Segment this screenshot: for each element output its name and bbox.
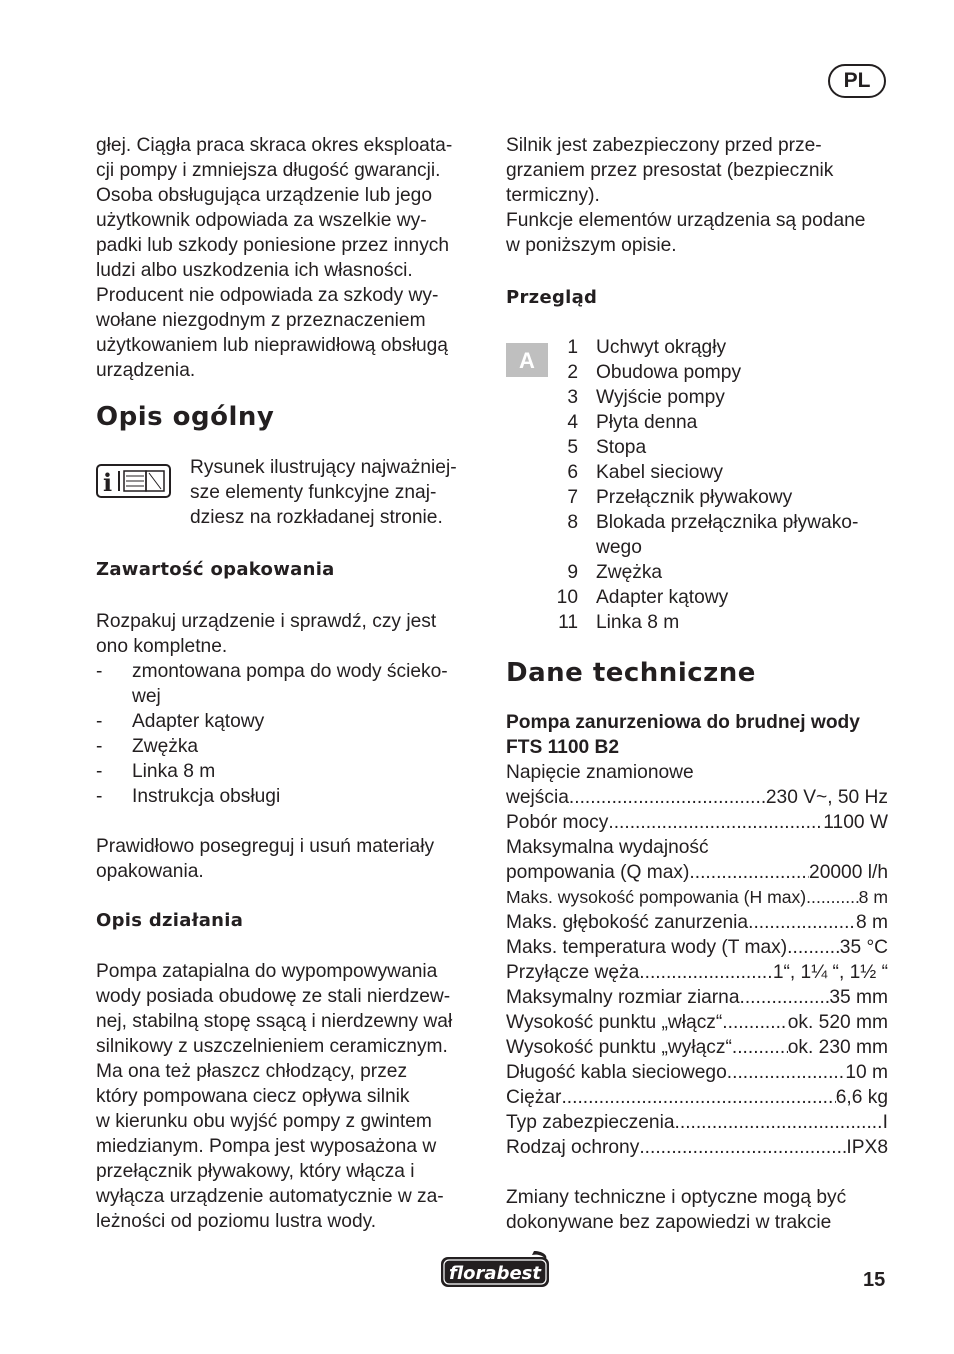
text-line: padki lub szkody poniesione przez innych <box>96 235 450 256</box>
text-line: Rozpakuj urządzenie i sprawdź, czy jest <box>96 611 437 632</box>
text-line: dokonywane bez zapowiedzi w trakcie <box>506 1212 832 1233</box>
text-line: nej, stabilną stopę ssącą i nierdzewny wał <box>96 1011 453 1032</box>
spec-row <box>506 960 888 985</box>
list-item <box>506 610 888 635</box>
spec-row <box>506 785 888 810</box>
list-item <box>506 360 888 385</box>
spec-row <box>506 1035 888 1060</box>
item-number: 1 <box>567 337 578 358</box>
product-name <box>506 710 888 760</box>
text-line: silnikowy z uszczelnieniem ceramicznym. <box>96 1036 448 1057</box>
spec-row <box>506 1135 888 1160</box>
item-label <box>596 510 858 560</box>
spec-row <box>506 1010 888 1035</box>
item-label: Linka 8 m <box>596 612 680 633</box>
intro-paragraph <box>96 133 478 383</box>
item-number: 2 <box>567 362 578 383</box>
list-item <box>96 659 478 709</box>
text-line: Pompa zatapialna do wypompowywania <box>96 961 438 982</box>
text-line: wyłącza urządzenie automatycznie w za- <box>96 1186 444 1207</box>
text-line: użytkownik odpowiada za wszelkie wy- <box>96 210 427 231</box>
text-line: Ma ona też płaszcz chłodzący, przez <box>96 1061 408 1082</box>
figure-a-badge: A <box>506 343 548 377</box>
spec-label: Maks. wysokość pompowania (H max) <box>506 887 807 907</box>
function-paragraph <box>96 959 478 1234</box>
spec-value: 35 mm <box>829 987 888 1008</box>
spec-label: pompowania (Q max) <box>506 862 690 883</box>
motor-paragraph <box>506 133 888 258</box>
language-badge <box>828 64 886 98</box>
info-text <box>190 455 478 530</box>
spec-row <box>506 1060 888 1085</box>
overview-block <box>506 335 888 635</box>
text-line: użytkowaniem lub nieprawidłową obsługą <box>96 335 448 356</box>
item-number: 11 <box>558 612 578 633</box>
text-line: Zwężka <box>132 736 199 757</box>
logo-text: florabest <box>449 1263 541 1284</box>
text-line: Instrukcja obsługi <box>132 786 281 807</box>
text-line: który pompowana ciecz opływa silnik <box>96 1086 410 1107</box>
list-item <box>96 734 478 759</box>
spec-row <box>506 810 888 835</box>
item-number: 4 <box>567 412 578 433</box>
text-line: grzaniem przez presostat (bezpiecznik <box>506 160 834 181</box>
spec-value: IPX8 <box>846 1137 888 1158</box>
spec-row <box>506 885 888 910</box>
spec-label: wejścia <box>506 787 569 808</box>
item-label: Uchwyt okrągły <box>596 337 727 358</box>
list-item <box>506 385 888 410</box>
item-number: 3 <box>567 387 578 408</box>
package-list <box>96 659 478 809</box>
section-title-general: Opis ogólny <box>96 402 275 432</box>
item-label: Kabel sieciowy <box>596 462 723 483</box>
list-item <box>506 460 888 485</box>
text-line: Pompa zanurzeniowa do brudnej wody <box>506 712 860 733</box>
text-line: opakowania. <box>96 861 204 882</box>
section-title-package: Zawartość opakowania <box>96 559 335 580</box>
spec-row <box>506 910 888 935</box>
spec-label: Wysokość punktu „włącz“ <box>506 1012 723 1033</box>
item-label: Płyta denna <box>596 412 698 433</box>
spec-list <box>506 760 888 1160</box>
item-label: Zwężka <box>596 562 663 583</box>
spec-value: 1100 W <box>823 812 888 833</box>
spec-value: 6,6 kg <box>835 1087 888 1108</box>
item-number: 6 <box>567 462 578 483</box>
text-line: Silnik jest zabezpieczony przed prze- <box>506 135 822 156</box>
list-item <box>506 560 888 585</box>
text-line: urządzenia. <box>96 360 196 381</box>
text-line: zmontowana pompa do wody ściekо- <box>132 661 448 682</box>
spec-label-line: Maksymalna wydajność <box>506 837 709 858</box>
text-line: Producent nie odpowiada za szkody wy- <box>96 285 439 306</box>
text-line: wody posiada obudowę ze stali nierdzew- <box>96 986 451 1007</box>
text-line: Osoba obsługująca urządzenie lub jego <box>96 185 433 206</box>
spec-label: Maksymalny rozmiar ziarna <box>506 987 740 1008</box>
info-icon <box>96 464 171 498</box>
section-title-tech: Dane techniczne <box>506 658 756 688</box>
list-item <box>506 435 888 460</box>
spec-label: Maks. głębokość zanurzenia <box>506 912 749 933</box>
list-item <box>506 410 888 435</box>
text-line: leżności od poziomu lustra wody. <box>96 1211 377 1232</box>
spec-label: Wysokość punktu „wyłącz“ <box>506 1037 732 1058</box>
text-line: wołane niezgodnym z przeznaczeniem <box>96 310 426 331</box>
item-label: Stopa <box>596 437 647 458</box>
item-number: 7 <box>567 487 578 508</box>
overview-list <box>506 335 888 635</box>
item-label: Adapter kątowy <box>596 587 729 608</box>
text-line: głej. Ciągła praca skraca okres eksploata- <box>96 135 453 156</box>
text-line: Zmiany techniczne i optyczne mogą być <box>506 1187 847 1208</box>
text-line: wego <box>596 537 642 558</box>
text-line: Funkcje elementów urządzenia są podane <box>506 210 866 231</box>
spec-row <box>506 1110 888 1135</box>
list-item <box>506 585 888 610</box>
list-item <box>96 759 478 784</box>
page-number: 15 <box>863 1269 886 1291</box>
text-line: Blokada przełącznika pływako- <box>596 512 859 533</box>
spec-label: Maks. temperatura wody (T max) <box>506 937 788 958</box>
text-line: Prawidłowo posegreguj i usuń materiały <box>96 836 435 857</box>
item-number: 8 <box>567 512 578 533</box>
text-line: ono kompletne. <box>96 636 228 657</box>
right-column <box>506 133 888 1235</box>
spec-row <box>506 860 888 885</box>
spec-label: Rodzaj ochrony <box>506 1137 640 1158</box>
spec-value: 10 m <box>845 1062 888 1083</box>
list-item <box>506 510 888 560</box>
item-label: Przełącznik pływakowy <box>596 487 793 508</box>
section-title-overview: Przegląd <box>506 287 598 308</box>
spec-value: 20000 l/h <box>809 862 888 883</box>
spec-value: 1“, 1¼ “, 1½ “ <box>772 962 888 983</box>
text-line: dziesz na rozkładanej stronie. <box>190 507 443 528</box>
section-title-function: Opis działania <box>96 910 244 931</box>
text-line: Linka 8 m <box>132 761 216 782</box>
text-line: termiczny). <box>506 185 600 206</box>
text-line: cji pompy i zmniejsza długość gwarancji. <box>96 160 441 181</box>
text-line: wej <box>132 686 161 707</box>
changes-paragraph <box>506 1185 888 1235</box>
spec-row <box>506 985 888 1010</box>
spec-label: Długość kabla sieciowego <box>506 1062 727 1083</box>
spec-row <box>506 1085 888 1110</box>
language-code: PL <box>843 69 871 92</box>
spec-row <box>506 935 888 960</box>
item-number: 5 <box>567 437 578 458</box>
item-label: Wyjście pompy <box>596 387 725 408</box>
text-line: Adapter kątowy <box>132 711 265 732</box>
spec-label: Pobór mocy <box>506 812 609 833</box>
item-number: 10 <box>556 587 578 608</box>
text-line: ludzi albo uszkodzenia ich własności. <box>96 260 413 281</box>
spec-value: 8 m <box>856 912 888 933</box>
text-line: w poniższym opisie. <box>506 235 677 256</box>
svg-text:i: i <box>103 468 113 495</box>
list-item <box>96 784 478 809</box>
left-column <box>96 133 478 1234</box>
item-number: 9 <box>567 562 578 583</box>
list-item <box>96 709 478 734</box>
package-intro <box>96 609 478 659</box>
spec-value: ok. 520 mm <box>787 1012 888 1033</box>
disposal-paragraph <box>96 834 478 884</box>
list-item <box>506 335 888 360</box>
text-line: miedzianym. Pompa jest wyposażona w <box>96 1136 437 1157</box>
spec-value: 230 V~, 50 Hz <box>765 787 888 808</box>
spec-value: 8 m <box>858 887 888 907</box>
spec-label: Ciężar <box>506 1087 562 1108</box>
spec-label: Typ zabezpieczenia <box>506 1112 675 1133</box>
text-line: sze elementy funkcyjne znaj- <box>190 482 437 503</box>
item-label: Obudowa pompy <box>596 362 742 383</box>
text-line: przełącznik pływakowy, który włącza i <box>96 1161 415 1182</box>
florabest-logo <box>438 1249 552 1296</box>
text-line: FTS 1100 B2 <box>506 737 620 758</box>
list-item <box>506 485 888 510</box>
text-line: w kierunku obu wyjść pompy z gwintem <box>96 1111 432 1132</box>
info-note <box>96 455 478 530</box>
text-line: Rysunek ilustrujący najważniej- <box>190 457 457 478</box>
spec-value: 35 °C <box>839 937 888 958</box>
spec-value: I <box>882 1112 888 1133</box>
spec-value: ok. 230 mm <box>787 1037 888 1058</box>
spec-label: Przyłącze węża <box>506 962 640 983</box>
spec-label-line: Napięcie znamionowe <box>506 762 694 783</box>
